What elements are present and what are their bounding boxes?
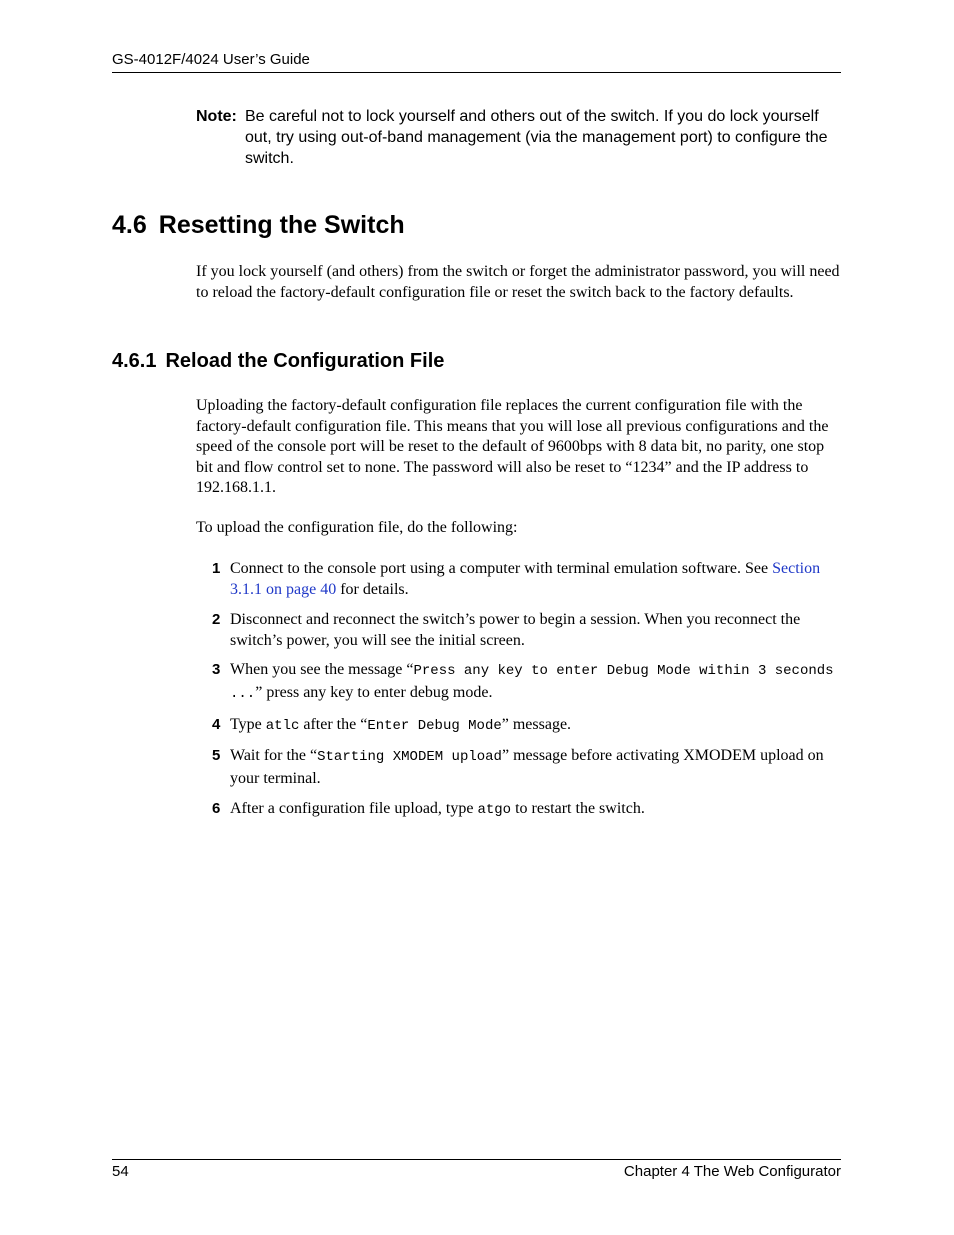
step-text: When you see the message “ (230, 661, 414, 678)
subsection-title: Reload the Configuration File (165, 350, 445, 372)
step-text: Connect to the console port using a computer with terminal emulation software. See (230, 560, 773, 577)
code-text: Starting XMODEM upload (317, 749, 502, 765)
note-label: Note: (196, 108, 237, 125)
step-text: Disconnect and reconnect the switch’s power to begin a session. When you reconnect the switch’s power, you will see the initial screen. (230, 610, 801, 649)
step-number: 3 (212, 661, 221, 678)
step-text: ” press any key to enter debug mode. (255, 684, 493, 701)
code-text: Press any key to enter Debug Mode within 3 seconds ... (230, 663, 834, 702)
step-text: After a configuration file upload, type (230, 799, 478, 817)
chapter-title: Chapter 4 The Web Configurator (623, 1163, 841, 1180)
step-text: after the “ (299, 715, 368, 733)
section-title: Resetting the Switch (158, 211, 405, 239)
note-text: Be careful not to lock yourself and others out of the switch. If you do lock yourself out, try using out-of-band management (via the management port) to configure the switch. (245, 108, 828, 167)
code-text: Enter Debug Mode (367, 717, 502, 734)
list-item (212, 659, 844, 705)
page-number: 54 (112, 1163, 129, 1180)
note-block (196, 106, 841, 169)
page-header (112, 50, 841, 73)
step-number: 1 (212, 560, 221, 577)
step-text: for details. (336, 581, 409, 598)
subsection-number: 4.6.1 (112, 350, 157, 372)
list-item (212, 714, 844, 737)
guide-title: GS-4012F/4024 User’s Guide (112, 51, 310, 68)
step-text: Type (230, 715, 266, 733)
section-number: 4.6 (112, 211, 147, 239)
instructions-intro: To upload the configuration file, do the following: (196, 519, 518, 536)
code-text: atgo (477, 801, 512, 818)
steps-list (212, 558, 844, 829)
list-item (212, 798, 844, 821)
list-item (212, 745, 844, 789)
step-text: to restart the switch. (511, 799, 645, 817)
section-heading (112, 208, 405, 242)
subsection-heading (112, 347, 444, 375)
section-intro-paragraph: If you lock yourself (and others) from the switch or forget the administrator password, you will need to reload the factory-default configuration file or reset the switch back to the factory defaults. (196, 263, 840, 301)
list-item (212, 558, 844, 600)
step-text: Wait for the “ (230, 747, 318, 764)
step-number: 6 (212, 799, 221, 817)
subsection-paragraph: Uploading the factory-default configuration file replaces the current configuration file with the factory-default configuration file. This means that you will lose all previous configurations and the speed of the console port will be reset to the default of 9600bps with 8 data bit, no parity, one stop bit and flow control set to none. The password will also be reset to “1234” and the IP address to 192.168.1.1. (196, 397, 829, 496)
step-text: ” message before activating XMODEM upload on your terminal. (230, 747, 824, 787)
step-number: 4 (212, 715, 221, 733)
step-number: 2 (212, 610, 221, 628)
section-link[interactable]: Section 3.1.1 on page 40 (230, 560, 821, 598)
step-number: 5 (212, 747, 221, 764)
code-text: atlc (265, 717, 300, 734)
step-text: ” message. (501, 715, 572, 733)
page-footer (112, 1159, 841, 1182)
list-item (212, 609, 844, 651)
